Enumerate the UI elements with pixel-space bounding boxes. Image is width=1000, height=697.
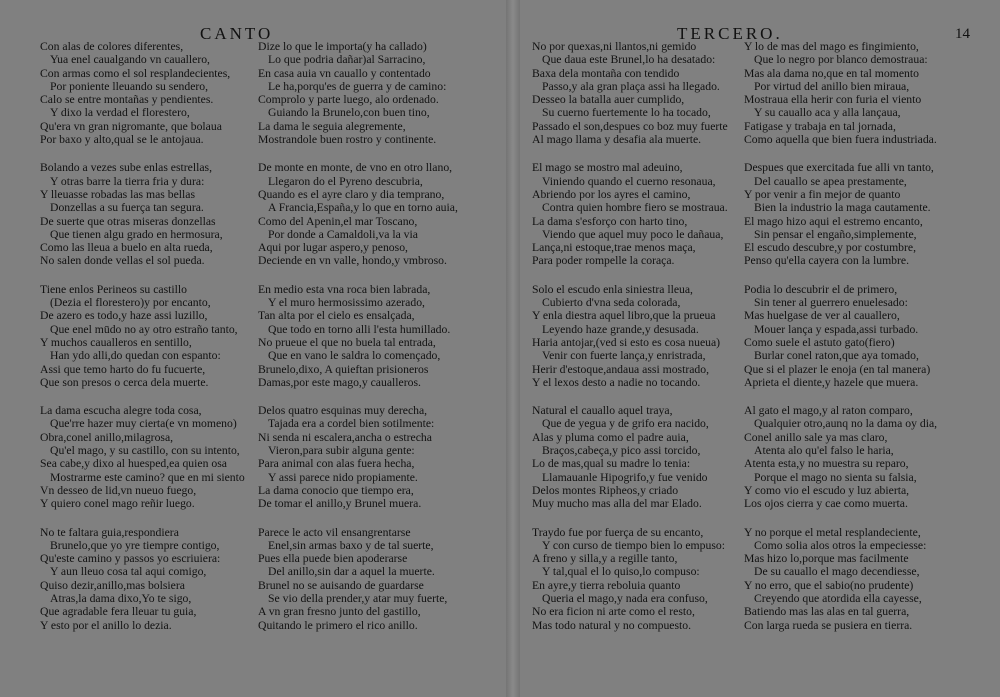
left-page-column-2 (258, 40, 498, 647)
verse-line: Vn desseo de lid,vn nueuo fuego, (40, 483, 197, 497)
verse-line: Mouer lança y espada,assi turbado. (754, 322, 919, 336)
verse-line: Con armas como el sol resplandecientes, (40, 66, 231, 80)
verse-line: Y no erro, que el sabio(no prudente) (744, 578, 914, 592)
stanza (744, 283, 984, 389)
verse-line: El escudo descubre,y por costumbre, (744, 241, 917, 255)
verse-line: Y por venir a fin mejor de quanto (744, 187, 901, 201)
verse-line: Bolando a vezes sube enlas estrellas, (40, 161, 213, 175)
verse-line: De suerte que otras miseras donzellas (40, 214, 216, 228)
verse-line: Y assi parece nido propiamente. (268, 470, 418, 484)
verse-line: Muy mucho mas alla del mar Elado. (532, 497, 702, 511)
verse-line: Aqui por lugar aspero,y penoso, (258, 241, 408, 255)
verse-line: Abriendo por los ayres el camino, (532, 187, 691, 201)
stanza (40, 161, 280, 267)
verse-line: Solo el escudo enla siniestra lleua, (532, 282, 693, 296)
stanza (40, 526, 280, 632)
verse-line: Que tienen algu grado en hermosura, (50, 227, 223, 241)
verse-line: Natural el cauallo aquel traya, (532, 404, 673, 418)
verse-line: A Francia,España,y lo que en torno auia, (268, 201, 458, 215)
verse-line: No salen donde vellas el sol pueda. (40, 254, 205, 268)
stanza (744, 40, 984, 146)
verse-line: Con larga rueda se pusiera en tierra. (744, 618, 913, 632)
verse-line: Desseo la batalla auer cumplido, (532, 93, 685, 107)
right-page (520, 0, 1000, 697)
stanza (258, 526, 498, 632)
verse-line: Atenta esta,y no muestra su reparo, (744, 457, 909, 471)
verse-line: El mago hizo aqui el estremo encanto, (744, 214, 923, 228)
verse-line: Mas ala dama no,que en tal momento (744, 66, 919, 80)
verse-line: Comprolo y parte luego, alo ordenado. (258, 93, 439, 107)
verse-line: Y el muro hermosissimo azerado, (268, 296, 425, 310)
verse-line: Mostrarme este camino? que en mi siento (50, 470, 245, 484)
verse-line: No prueue el que no buela tal entrada, (258, 335, 436, 349)
verse-line: De monte en monte, de vno en otro llano, (258, 161, 453, 175)
verse-line: Alas y pluma como el padre auia, (532, 430, 689, 444)
verse-line: Yua enel caualgando vn cauallero, (50, 53, 210, 67)
verse-line: No era ficion ni arte como el resto, (532, 605, 695, 619)
verse-line: Que agradable fera lleuar tu guia, (40, 605, 197, 619)
verse-line: Lança,ni estoque,trae menos maça, (532, 241, 696, 255)
verse-line: Que en vano le saldra lo començado, (268, 349, 441, 363)
stanza (258, 404, 498, 510)
verse-line: En medio esta vna roca bien labrada, (258, 282, 431, 296)
stanza (40, 40, 280, 146)
verse-line: Obra,conel anillo,milagrosa, (40, 430, 174, 444)
verse-line: Como las lleua a buelo en alta rueda, (40, 241, 213, 255)
verse-line: Que daua este Brunel,lo ha desatado: (542, 53, 716, 67)
verse-line: Y enla diestra aquel libro,que la prueua (532, 309, 716, 323)
verse-line: Quitando le primero el rico anillo. (258, 618, 418, 632)
verse-line: Burlar conel raton,que aya tomado, (754, 349, 919, 363)
verse-line: Por virtud del anillo bien miraua, (754, 79, 910, 93)
verse-line: Braços,cabeça,y pico assi torcido, (542, 444, 701, 458)
verse-line: Sin tener al guerrero enuelesado: (754, 296, 908, 310)
verse-line: Traydo fue por fuerça de su encanto, (532, 525, 704, 539)
verse-line: Qu'el mago, y su castillo, con su intento, (50, 444, 240, 458)
stanza (532, 40, 772, 146)
right-page-column-1 (532, 40, 772, 647)
verse-line: Mostrandole buen rostro y continente. (258, 133, 437, 147)
verse-line: Y quiero conel mago reñir luego. (40, 497, 195, 511)
verse-line: Donzellas a su fuerça tan segura. (50, 201, 204, 215)
verse-line: Atras,la dama dixo,Yo te sigo, (50, 591, 192, 605)
verse-line: Guiando la Brunelo,con buen tino, (268, 106, 430, 120)
verse-line: Qu'este camino y passos yo escriuiera: (40, 552, 221, 566)
verse-line: Fatigase y trabaja en tal jornada, (744, 119, 896, 133)
verse-line: Y tal,qual el lo quiso,lo compuso: (542, 565, 700, 579)
verse-line: Venir con fuerte lança,y enristrada, (542, 349, 706, 363)
verse-line: Assi que temo harto do fu fucuerte, (40, 362, 206, 376)
verse-line: En casa auia vn cauallo y contentado (258, 66, 431, 80)
verse-line: Llegaron do el Pyreno descubria, (268, 174, 423, 188)
stanza (258, 161, 498, 267)
verse-line: Parece le acto vil ensangrentarse (258, 525, 411, 539)
verse-line: Sin pensar el engaño,simplemente, (754, 227, 917, 241)
verse-line: Que'rre hazer muy cierta(e vn momeno) (50, 417, 237, 431)
verse-line: Le ha,porqu'es de guerra y de camino: (268, 79, 447, 93)
verse-line: Sea cabe,y dixo al huesped,ea quien osa (40, 457, 227, 471)
verse-line: Damas,por este mago,y caualleros. (258, 375, 421, 389)
verse-line: Y como vio el escudo y luz abierta, (744, 483, 910, 497)
verse-line: Que lo negro por blanco demostraua: (754, 53, 928, 67)
verse-line: Brunel no se auisando de guardarse (258, 578, 424, 592)
verse-line: Haria antojar,(ved si esto es cosa nueua) (532, 335, 721, 349)
verse-line: Pues ella puede bien apoderarse (258, 552, 408, 566)
verse-line: La dama s'esforço con harto tino, (532, 214, 688, 228)
verse-line: Delos montes Ripheos,y criado (532, 483, 679, 497)
verse-line: Aprieta el diente,y hazele que muera. (744, 375, 919, 389)
stanza (40, 404, 280, 510)
verse-line: Y el lexos desto a nadie no tocando. (532, 375, 701, 389)
verse-line: Del cauallo se apea prestamente, (754, 174, 907, 188)
verse-line: Qualquier otro,aunq no la dama oy dia, (754, 417, 938, 431)
stanza (744, 404, 984, 510)
verse-line: Quando es el ayre claro y dia temprano, (258, 187, 445, 201)
verse-line: Y dixo la verdad el florestero, (50, 106, 190, 120)
verse-line: Leyendo haze grande,y desusada. (542, 322, 699, 336)
verse-line: Porque el mago no sienta su falsia, (754, 470, 917, 484)
verse-line: Los ojos cierra y cae como muerta. (744, 497, 908, 511)
verse-line: Y muchos caualleros en sentillo, (40, 335, 192, 349)
verse-line: Y no porque el metal resplandeciente, (744, 525, 921, 539)
verse-line: Que enel mūdo no ay otro estraño tanto, (50, 322, 238, 336)
verse-line: No te faltara guia,respondiera (40, 525, 179, 539)
running-header-left: CANTO (200, 24, 274, 43)
verse-line: Y aun lleuo cosa tal aqui comigo, (50, 565, 207, 579)
verse-line: Despues que exercitada fue alli vn tanto, (744, 161, 934, 175)
verse-line: Baxa dela montaña con tendido (532, 66, 680, 80)
verse-line: Han ydo alli,do quedan con espanto: (50, 349, 221, 363)
verse-line: De su cauallo el mago decendiesse, (754, 565, 920, 579)
verse-line: Se vio della prender,y atar muy fuerte, (268, 591, 448, 605)
verse-line: La dama escucha alegre toda cosa, (40, 404, 202, 418)
verse-line: Quiso dezir,anillo,mas bolsiera (40, 578, 185, 592)
verse-line: Del anillo,sin dar a aquel la muerte. (268, 565, 435, 579)
verse-line: Dize lo que le importa(y ha callado) (258, 40, 427, 53)
stanza (258, 40, 498, 146)
verse-line: Que si el plazer le enoja (en tal manera) (744, 362, 931, 376)
verse-line: Contra quien hombre fiero se mostraua. (542, 201, 728, 215)
verse-line: Lo que podria dañar)al Sarracino, (268, 53, 426, 67)
verse-line: Mostraua ella herir con furia el viento (744, 93, 922, 107)
verse-line: Al gato el mago,y al raton comparo, (744, 404, 913, 418)
verse-line: A freno y silla,y a regille tanto, (532, 552, 678, 566)
verse-line: Penso qu'ella cayera con la lumbre. (744, 254, 910, 268)
verse-line: Mas todo natural y no compuesto. (532, 618, 692, 632)
verse-line: Y esto por el anillo lo dezia. (40, 618, 172, 632)
verse-line: Que de yegua y de grifo era nacido, (542, 417, 709, 431)
verse-line: A vn gran fresno junto del gastillo, (258, 605, 421, 619)
stanza (532, 526, 772, 632)
verse-line: Su cuerno fuertemente lo ha tocado, (542, 106, 711, 120)
verse-line: Y lleuasse robadas las mas bellas (40, 187, 196, 201)
page-number: 14 (955, 26, 970, 42)
verse-line: De tomar el anillo,y Brunel muera. (258, 497, 422, 511)
verse-line: Passado el son,despues co boz muy fuerte (532, 119, 728, 133)
book-gutter (506, 0, 520, 697)
verse-line: Cubierto d'vna seda colorada, (542, 296, 681, 310)
verse-line: Por baxo y alto,qual se le antojaua. (40, 133, 204, 147)
stanza (532, 161, 772, 267)
verse-line: Como aquella que bien fuera industriada. (744, 133, 937, 147)
verse-line: Como solia alos otros la empeciesse: (754, 538, 927, 552)
verse-line: Por donde a Camaldoli,va la via (268, 227, 418, 241)
verse-line: Deciende en vn valle, hondo,y vmbroso. (258, 254, 447, 268)
verse-line: Y otras barre la tierra fria y dura: (50, 174, 205, 188)
verse-line: Viendo que aquel muy poco le dañaua, (542, 227, 724, 241)
verse-line: Como del Apenin,el mar Toscano, (258, 214, 418, 228)
verse-line: De azero es todo,y haze assi luzillo, (40, 309, 208, 323)
verse-line: Ni senda ni escalera,ancha o estrecha (258, 430, 432, 444)
verse-line: Brunelo,dixo, A quieftan prisioneros (258, 362, 429, 376)
verse-line: Atenta alo qu'el falso le haria, (754, 444, 894, 458)
stanza (744, 161, 984, 267)
verse-line: No por quexas,ni llantos,ni gemido (532, 40, 697, 53)
left-page-column-1 (40, 40, 280, 647)
verse-line: Delos quatro esquinas muy derecha, (258, 404, 428, 418)
verse-line: Vieron,para subir alguna gente: (268, 444, 415, 458)
verse-line: Tiene enlos Perineos su castillo (40, 282, 187, 296)
verse-line: Qu'era vn gran nigromante, que bolaua (40, 119, 222, 133)
verse-line: Y con curso de tiempo bien lo empuso: (542, 538, 725, 552)
verse-line: Passo,y ala gran plaça assi ha llegado. (542, 79, 720, 93)
verse-line: La dama le seguia alegremente, (258, 119, 406, 133)
verse-line: Por poniente lleuando su sendero, (50, 79, 209, 93)
verse-line: Enel,sin armas baxo y de tal suerte, (268, 538, 434, 552)
verse-line: Con alas de colores diferentes, (40, 40, 184, 53)
verse-line: Para poder rompelle la coraça. (532, 254, 675, 268)
verse-line: Queria el mago,y nada era confuso, (542, 591, 708, 605)
stanza (258, 283, 498, 389)
verse-line: Para animal con alas fuera hecha, (258, 457, 415, 471)
verse-line: Podia lo descubrir el de primero, (744, 282, 898, 296)
verse-line: El mago se mostro mal adeuino, (532, 161, 683, 175)
verse-line: Bien la industrio la maga cautamente. (754, 201, 931, 215)
stanza (40, 283, 280, 389)
verse-line: Que todo en torno alli l'esta humillado. (268, 322, 451, 336)
verse-line: Conel anillo sale ya mas claro, (744, 430, 888, 444)
verse-line: Viniendo quando el cuerno resonaua, (542, 174, 716, 188)
verse-line: Y lo de mas del mago es fingimiento, (744, 40, 919, 53)
verse-line: (Dezia el florestero)y por encanto, (50, 296, 211, 310)
right-page-column-2 (744, 40, 984, 647)
verse-line: Tan alta por el cielo es ensalçada, (258, 309, 415, 323)
verse-line: Que son presos o cerca dela muerte. (40, 375, 209, 389)
verse-line: Brunelo,que yo yre tiempre contigo, (50, 538, 220, 552)
verse-line: Calo se entre montañas y pendientes. (40, 93, 214, 107)
verse-line: Como suele el astuto gato(fiero) (744, 335, 895, 349)
verse-line: En ayre,y tierra reboluia quanto (532, 578, 681, 592)
verse-line: Tajada era a cordel bien sotilmente: (268, 417, 435, 431)
verse-line: La dama conocio que tiempo era, (258, 483, 414, 497)
stanza (532, 404, 772, 510)
verse-line: Batiendo mas las alas en tal guerra, (744, 605, 910, 619)
verse-line: Herir d'estoque,andaua assi mostrado, (532, 362, 710, 376)
verse-line: Creyendo que atordida ella cayesse, (754, 591, 922, 605)
verse-line: Mas hizo lo,porque mas facilmente (744, 552, 909, 566)
running-header-right: TERCERO. (677, 24, 783, 43)
stanza (744, 526, 984, 632)
stanza (532, 283, 772, 389)
verse-line: Lo de mas,qual su madre lo tenia: (532, 457, 691, 471)
verse-line: Al mago llama y desafia ala muerte. (532, 133, 702, 147)
verse-line: Mas huelgase de ver al cauallero, (744, 309, 900, 323)
verse-line: Y su cauallo aca y alla lançaua, (754, 106, 901, 120)
verse-line: Llamauanle Hipogrifo,y fue venido (542, 470, 708, 484)
